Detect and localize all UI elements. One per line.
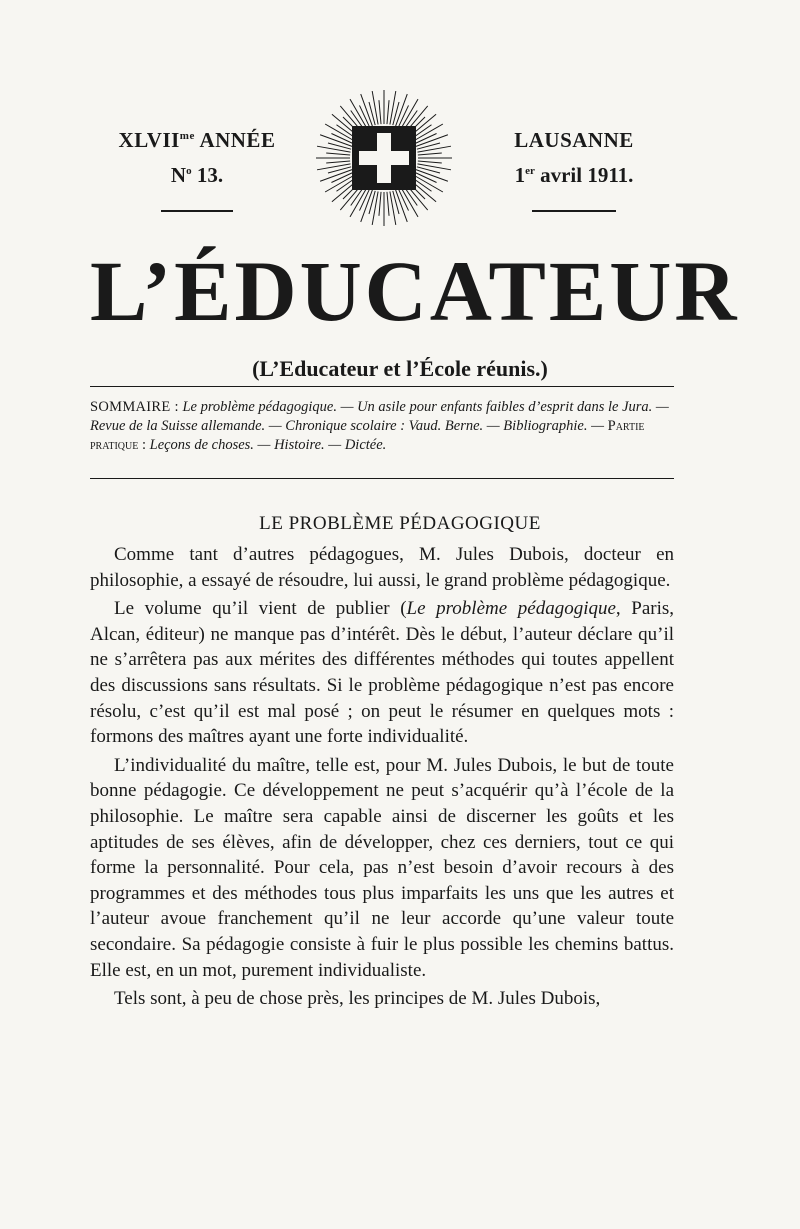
header-rule-right [532, 210, 616, 212]
volume-info [112, 128, 282, 212]
emblem-ray [390, 191, 396, 224]
emblem-ray [390, 91, 396, 124]
emblem-ray [372, 91, 378, 124]
place-date [500, 128, 648, 212]
emblem-ray [417, 146, 450, 152]
emblem-ray [372, 191, 378, 224]
paragraph: Comme tant d’autres pédagogues, M. Jules Dubois, docteur en philosophie, a essayé de résoudre, lui aussi, le grand problème pédagogique. [90, 544, 674, 591]
issue-date: 1er avril 1911. [514, 163, 634, 187]
emblem-ray [326, 161, 350, 163]
book-title: Le problème pédagogique [406, 598, 616, 620]
masthead-title: L’ÉDUCATEUR [90, 243, 740, 339]
masthead-subtitle: (L’Educateur et l’École réunis.) [252, 356, 548, 381]
emblem-ray [418, 161, 442, 163]
emblem-ray [387, 100, 389, 124]
issue-number: $N^o$ 13. [170, 163, 224, 187]
sommaire-label: SOMMAIRE : [90, 399, 179, 415]
table-of-contents [90, 398, 674, 455]
sommaire-items-practical: Leçons de choses. — Histoire. — Dictée. [149, 437, 387, 453]
sommaire-top-rule [90, 386, 674, 387]
emblem-ray [379, 100, 381, 124]
paragraph: Tels sont, à peu de chose près, les principes de M. Jules Dubois, [114, 988, 601, 1010]
volume-year: $XLVII^{me}$ ANNÉE [118, 128, 276, 152]
emblem-ray [417, 164, 450, 170]
city: LAUSANNE [514, 128, 634, 152]
sommaire-bottom-rule [90, 478, 674, 479]
emblem-ray [317, 164, 350, 170]
paragraph: L’individualité du maître, telle est, pour M. Jules Dubois, le but de toute bonne pédagogie. Ce développement ne peut s’acquérir qu’à l’école de la philosophie. Le maître sera capable ainsi de discerner les goûts et les aptitudes de ses élèves, afin de développer, chez ces derniers, tout ce qui forme la personnalité. Pour cela, pas n’est besoin d’avoir recours à des programmes et des méthodes tous plus imparfaits les uns que les autres et l’auteur avoue franchement qu’il ne leur accorde qu’une valeur toute secondaire. Sa pédagogie consiste à fuir le plus possible les chemins battus. Elle est, en un mot, purement individualiste. [90, 754, 674, 981]
emblem-ray [418, 153, 442, 155]
article-title: LE PROBLÈME PÉDAGOGIQUE [259, 513, 541, 534]
partie-pratique-label: Partie pratique : [90, 418, 645, 453]
emblem-ray [387, 192, 389, 216]
paragraph: Le volume qu’il vient de publier (Le problème pédagogique, Paris, Alcan, éditeur) ne manque pas d’intérêt. Dès le début, l’auteur déclare qu’il ne s’arrêtera pas aux mérites des différentes méthodes qui toutes appellent des discussions sans résultats. Si le problème pédagogique n’est pas encore résolu, c’est qu’il est mal posé ; on peut le résumer en quelques mots : formons des maîtres ayant une forte individualité. [90, 598, 675, 748]
article-body [90, 542, 674, 1012]
emblem-ray [326, 153, 350, 155]
swiss-cross-emblem-icon [314, 88, 454, 228]
emblem-ray [379, 192, 381, 216]
sommaire-items: Le problème pédagogique. — Un asile pour enfants faibles d’esprit dans le Jura. — Revue de la Suisse allemande. — Chronique scolaire : Vaud. Berne. — Bibliographie. — [90, 399, 669, 434]
emblem-ray [317, 146, 350, 152]
header-rule-left [161, 210, 233, 212]
